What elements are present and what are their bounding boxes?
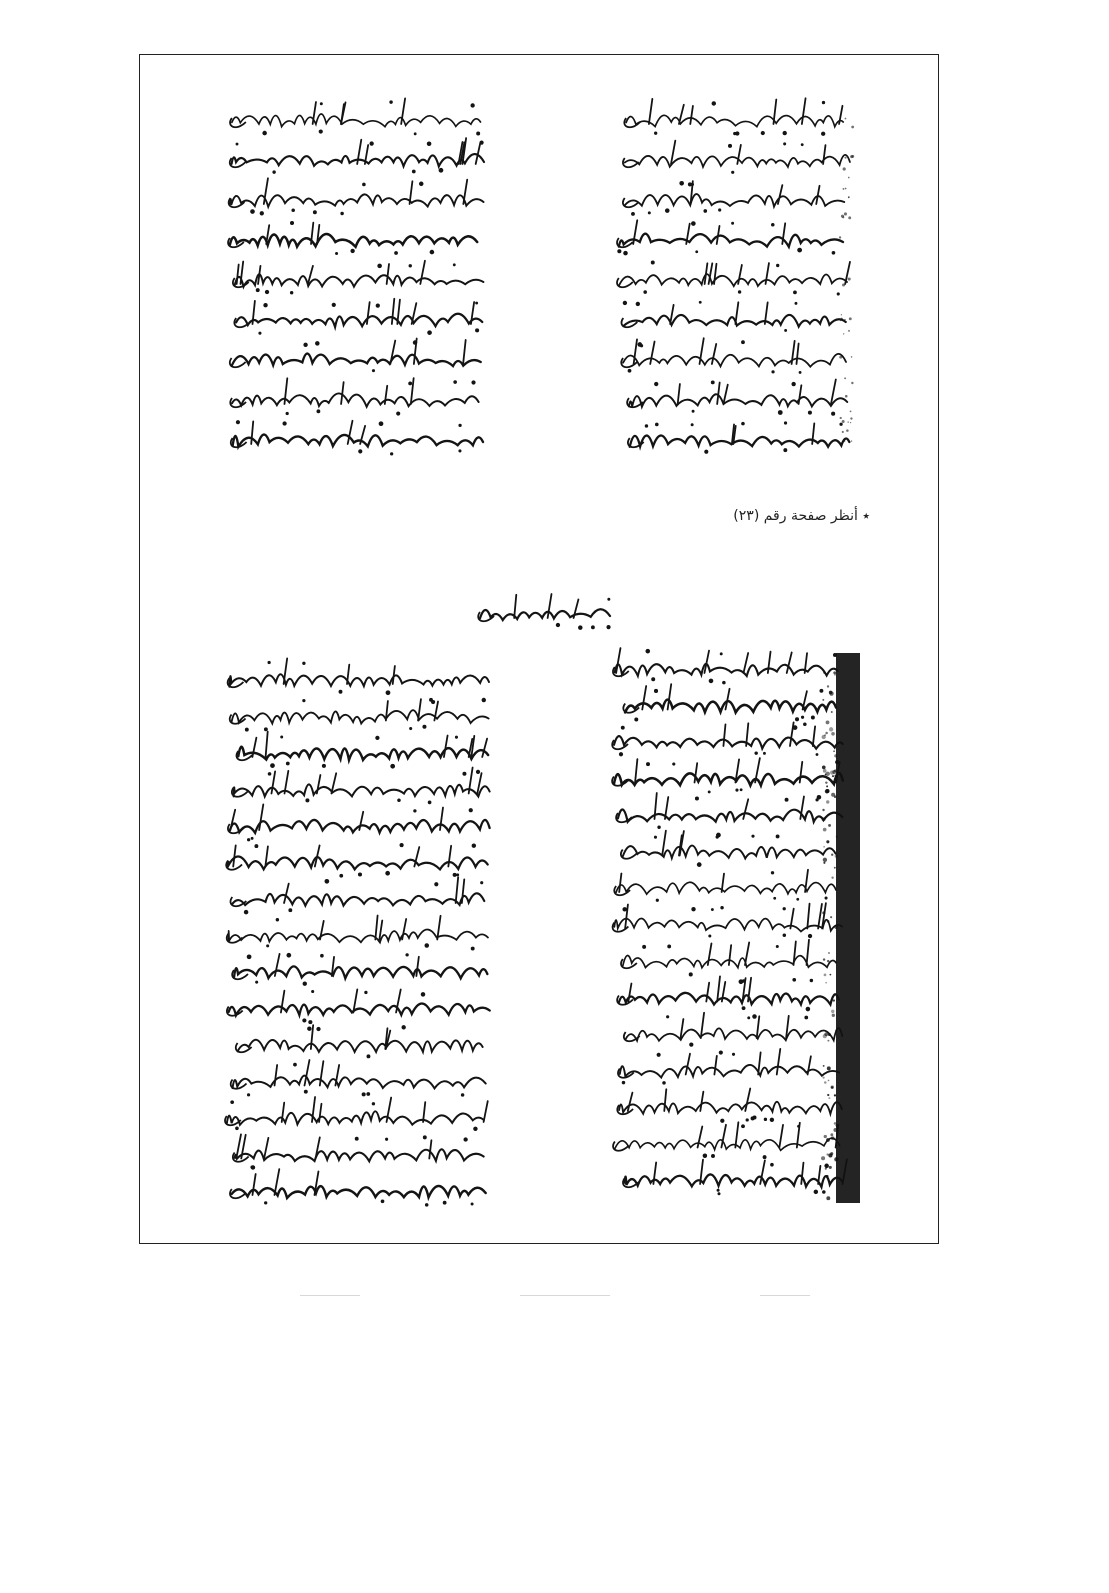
- upper-right-verse-line: [623, 141, 850, 174]
- upper-left-verse-line: [229, 178, 484, 215]
- upper-left-verse-line: [230, 98, 480, 135]
- footnote-text: أنظر صفحة رقم (٢٣): [733, 508, 858, 524]
- lower-left-verse-line: [228, 804, 490, 841]
- upper-left-verse-line: [228, 221, 477, 255]
- lower-right-verse-line: [617, 1089, 842, 1123]
- lower-left-verse-line: [231, 1060, 486, 1097]
- lower-left-verse-line: [227, 916, 488, 951]
- upper-left-verse-line: [230, 339, 481, 373]
- upper-left-verse-line: [234, 299, 482, 335]
- upper-right-verse-line: [623, 181, 844, 216]
- lower-right-verse-line: [621, 940, 836, 977]
- lower-left-verse-line: [230, 1169, 486, 1207]
- heading-stroke: [478, 594, 610, 630]
- upper-right-verse-line: [621, 301, 845, 332]
- lower-left-verse-line: [227, 989, 490, 1024]
- footnote: [640, 508, 870, 524]
- handwritten-heading: [470, 592, 620, 632]
- upper-right-verse-line: [628, 421, 849, 453]
- upper-right-verse-line: [627, 380, 847, 416]
- lower-right-verse-line: [621, 831, 836, 867]
- lower-right-verse-line: [617, 976, 839, 1011]
- upper-poem-left-column: [215, 100, 495, 460]
- lower-left-verse-line: [233, 1134, 484, 1169]
- lower-left-verse-line: [230, 698, 489, 732]
- lower-right-verse-line: [623, 1159, 847, 1195]
- upper-left-verse-line: [233, 261, 483, 295]
- lower-left-verse-line: [232, 768, 490, 805]
- scan-artifact: [760, 1295, 810, 1296]
- lower-right-verse-line: [613, 648, 838, 684]
- upper-right-verse-line: [617, 220, 843, 255]
- lower-left-verse-line: [230, 877, 484, 914]
- lower-right-verse-line: [612, 722, 843, 756]
- lower-right-verse-line: [624, 1013, 842, 1047]
- upper-right-verse-line: [624, 98, 843, 136]
- lower-right-verse-line: [612, 758, 843, 793]
- upper-left-verse-line: [230, 378, 478, 416]
- lower-right-verse-line: [616, 793, 842, 829]
- upper-poem-right-column: [600, 100, 860, 465]
- lower-poem-left-column: [215, 660, 500, 1220]
- lower-poem-right-column: [598, 645, 868, 1215]
- lower-left-verse-line: [232, 953, 487, 986]
- lower-left-verse-line: [226, 843, 487, 878]
- scan-shadow-band: [836, 653, 860, 1203]
- scan-artifact: [300, 1295, 360, 1296]
- lower-left-verse-line: [228, 658, 489, 695]
- scan-artifact: [520, 1295, 610, 1296]
- lower-right-verse-line: [618, 1049, 839, 1085]
- lower-right-verse-line: [613, 903, 843, 938]
- lower-left-verse-line: [225, 1097, 488, 1131]
- lower-right-verse-line: [623, 684, 836, 721]
- lower-left-verse-line: [236, 732, 488, 769]
- upper-left-verse-line: [230, 138, 484, 174]
- upper-right-verse-line: [621, 338, 846, 374]
- lower-right-verse-line: [613, 1122, 840, 1159]
- lower-right-verse-line: [614, 870, 836, 902]
- upper-right-verse-line: [617, 260, 850, 295]
- footnote-marker: ٭: [862, 508, 870, 524]
- upper-left-verse-line: [231, 420, 483, 455]
- lower-left-verse-line: [236, 1025, 483, 1058]
